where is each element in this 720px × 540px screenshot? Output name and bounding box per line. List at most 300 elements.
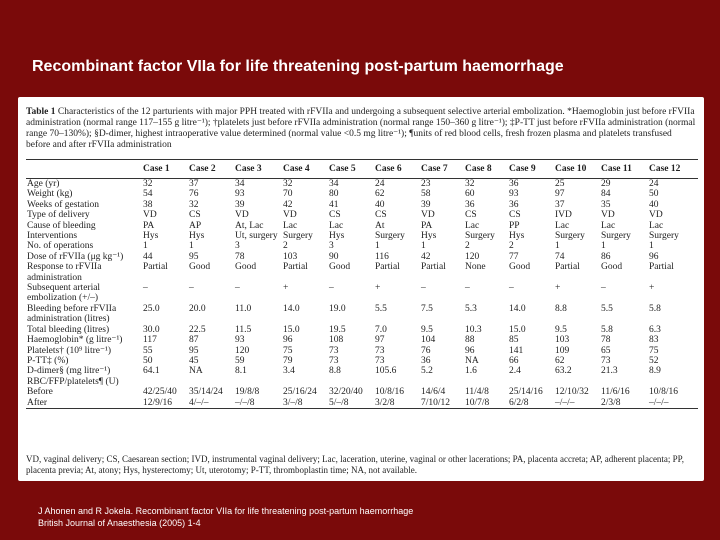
row-label: Dose of rFVIIa (μg kg⁻¹) xyxy=(27,251,124,262)
table-cell: Partial xyxy=(555,262,580,273)
table-cell: Good xyxy=(189,262,211,273)
table-cell: 64.1 xyxy=(143,366,160,377)
table-cell: 93 xyxy=(235,189,245,200)
table-cell: Good xyxy=(601,262,623,273)
table-cell: 25/14/16 xyxy=(509,387,543,398)
citation-authors: J Ahonen and R Jokela. Recombinant factor VIIa for life threatening post-partum haemorrhage xyxy=(38,506,414,516)
row-label: Type of delivery xyxy=(27,210,90,221)
table-image-panel xyxy=(18,97,704,481)
slide-title: Recombinant factor VIIa for life threatening post-partum haemorrhage xyxy=(32,58,564,75)
table-cell xyxy=(188,377,234,387)
table-row xyxy=(26,387,698,397)
row-label: After xyxy=(26,398,142,409)
table-cell: 50 xyxy=(143,355,153,366)
table-cell: 73 xyxy=(329,355,339,366)
table-cell: 76 xyxy=(189,189,199,200)
table-cell: 5.5 xyxy=(375,303,387,314)
table-cell: VD xyxy=(601,210,615,221)
table-cell: 11.0 xyxy=(235,303,252,314)
table-cell: 11.5 xyxy=(235,324,252,335)
table-cell: Good xyxy=(329,262,351,273)
table-cell: 93 xyxy=(235,335,245,346)
table-cell: CS xyxy=(509,210,521,221)
row-label: administration (litres) xyxy=(27,314,110,325)
table-cell: 39 xyxy=(421,199,431,210)
table-cell: 3/–/8 xyxy=(282,398,328,409)
table-cell: Lac xyxy=(601,220,616,231)
table-cell: Lac xyxy=(555,220,570,231)
table-cell: CS xyxy=(375,210,387,221)
table-cell: 8.8 xyxy=(555,303,567,314)
table-cell: Good xyxy=(235,262,257,273)
table-row xyxy=(26,189,698,199)
table-cell: 97 xyxy=(375,335,385,346)
table-cell: 62 xyxy=(555,355,565,366)
table-cell: 10.3 xyxy=(465,324,482,335)
table-cell: 5.2 xyxy=(421,366,433,377)
header-blank xyxy=(26,160,142,179)
table-cell: 95 xyxy=(189,345,199,356)
table-cell: 12/10/32 xyxy=(555,387,589,398)
table-cell: VD xyxy=(143,210,157,221)
table-cell xyxy=(328,314,374,324)
table-cell xyxy=(142,314,188,324)
table-cell xyxy=(600,273,648,283)
table-cell xyxy=(554,377,600,387)
table-cell: 32 xyxy=(283,179,293,189)
table-row xyxy=(26,273,698,283)
table-cell: 35 xyxy=(601,199,611,210)
table-cell: Good xyxy=(509,262,531,273)
table-cell: 34 xyxy=(329,179,339,189)
citation-journal: British Journal of Anaesthesia (2005) 1-4 xyxy=(38,518,201,528)
table-cell: 10/7/8 xyxy=(464,398,508,409)
table-cell xyxy=(234,314,282,324)
table-cell: 1 xyxy=(649,241,654,252)
row-label: Bleeding before rFVIIa xyxy=(27,303,117,314)
table-cell xyxy=(282,314,328,324)
table-header-row xyxy=(26,160,698,179)
table-cell: 84 xyxy=(601,189,611,200)
table-row xyxy=(26,325,698,335)
table-cell: PA xyxy=(143,220,155,231)
header-case-10: Case 10 xyxy=(554,160,600,179)
table-cell xyxy=(420,314,464,324)
header-case-8: Case 8 xyxy=(464,160,508,179)
table-cell: 25/16/24 xyxy=(283,387,317,398)
table-cell xyxy=(464,314,508,324)
table-cell: None xyxy=(465,262,486,273)
table-row xyxy=(26,304,698,314)
row-label: P-TT‡ (%) xyxy=(27,355,69,366)
table-cell: CS xyxy=(329,210,341,221)
table-cell: Surgery xyxy=(555,231,585,242)
table-cell: 5.5 xyxy=(601,303,613,314)
table-cell: – xyxy=(421,283,426,294)
table-cell: Partial xyxy=(421,262,446,273)
table-cell: 32/20/40 xyxy=(329,387,363,398)
table-row xyxy=(26,252,698,262)
table-cell: 32 xyxy=(189,199,199,210)
table-cell: 8.1 xyxy=(235,366,247,377)
table-cell: 65 xyxy=(601,345,611,356)
row-label: Cause of bleeding xyxy=(27,220,96,231)
table-cell: 50 xyxy=(649,189,659,200)
table-row xyxy=(26,241,698,251)
table-cell: 86 xyxy=(601,251,611,262)
table-cell: Lac xyxy=(283,220,298,231)
table-cell: – xyxy=(509,283,514,294)
table-cell: 63.2 xyxy=(555,366,572,377)
table-cell xyxy=(282,273,328,283)
table-cell: 85 xyxy=(509,335,519,346)
table-cell xyxy=(648,273,698,283)
table-cell xyxy=(464,273,508,283)
table-cell: VD xyxy=(421,210,435,221)
table-cell xyxy=(420,273,464,283)
table-cell: At, Lac xyxy=(235,220,264,231)
table-cell: Surgery xyxy=(601,231,631,242)
table-cell: 25 xyxy=(555,179,565,189)
table-cell: 4/–/– xyxy=(188,398,234,409)
table-cell: 108 xyxy=(329,335,344,346)
table-row xyxy=(26,398,698,409)
table-cell: NA xyxy=(189,366,203,377)
table-cell: 14/6/4 xyxy=(421,387,446,398)
table-cell: Hys xyxy=(143,231,159,242)
table-cell xyxy=(234,293,282,303)
table-cell: 104 xyxy=(421,335,436,346)
table-cell: 9.5 xyxy=(555,324,567,335)
table-cell: 1 xyxy=(555,241,560,252)
table-body xyxy=(26,179,698,409)
table-cell: + xyxy=(283,283,289,294)
table-cell xyxy=(142,377,188,387)
table-row xyxy=(26,262,698,272)
table-cell: 42 xyxy=(421,251,431,262)
row-label: embolization (+/–) xyxy=(27,293,99,304)
header-case-1: Case 1 xyxy=(142,160,188,179)
table-cell: 24 xyxy=(375,179,385,189)
table-cell xyxy=(554,314,600,324)
table-cell: 75 xyxy=(649,345,659,356)
table-cell: Surgery xyxy=(649,231,679,242)
table-row xyxy=(26,346,698,356)
table-cell: 44 xyxy=(143,251,153,262)
table-caption xyxy=(26,107,696,151)
table-cell: Hys xyxy=(189,231,205,242)
row-label: Platelets† (10⁹ litre⁻¹) xyxy=(27,345,111,356)
row-label: Weight (kg) xyxy=(27,189,73,200)
table-cell: 73 xyxy=(329,345,339,356)
table-cell: 62 xyxy=(375,189,385,200)
table-cell: 73 xyxy=(375,355,385,366)
table-cell: + xyxy=(555,283,561,294)
table-cell: 83 xyxy=(649,335,659,346)
table-cell: Ut, surgery xyxy=(235,231,278,242)
table-cell: 103 xyxy=(283,251,298,262)
table-cell xyxy=(374,293,420,303)
header-case-9: Case 9 xyxy=(508,160,554,179)
table-cell: 7.0 xyxy=(375,324,387,335)
table-cell: 9.5 xyxy=(421,324,433,335)
table-cell: 11/4/8 xyxy=(465,387,489,398)
table-cell xyxy=(282,293,328,303)
table-cell: IVD xyxy=(555,210,572,221)
table-cell: 120 xyxy=(235,345,250,356)
table-cell xyxy=(374,377,420,387)
table-row xyxy=(26,221,698,231)
table-cell: 66 xyxy=(509,355,519,366)
table-cell xyxy=(554,293,600,303)
table-cell: 78 xyxy=(601,335,611,346)
table-caption-label: Table 1 xyxy=(26,107,56,117)
row-label: Weeks of gestation xyxy=(27,199,100,210)
table-cell xyxy=(328,377,374,387)
table-cell: 35/14/24 xyxy=(189,387,223,398)
table-row xyxy=(26,231,698,241)
table-cell: 58 xyxy=(421,189,431,200)
table-cell xyxy=(188,273,234,283)
table-cell: 21.3 xyxy=(601,366,618,377)
table-cell xyxy=(374,314,420,324)
table-cell xyxy=(600,293,648,303)
table-cell: – xyxy=(235,283,240,294)
table-cell: 5/–/8 xyxy=(328,398,374,409)
characteristics-table xyxy=(26,159,698,409)
table-cell: Lac xyxy=(465,220,480,231)
table-cell: Surgery xyxy=(375,231,405,242)
table-cell: 11/6/16 xyxy=(601,387,630,398)
header-case-4: Case 4 xyxy=(282,160,328,179)
row-label: Subsequent arterial xyxy=(27,283,101,294)
table-caption-text: Characteristics of the 12 parturients with major PPH treated with rFVIIa and undergoing a subsequent selective arterial embolization. *Haemoglobin just before rFVIIa administration (normal range 117–155 g litre⁻¹); †platelets just before rFVIIa administration (normal range 150–360 g litre⁻¹); ‡P-TT just before rFVIIa administration (normal range 70–130%); §D-dimer, highest intraoperative value determined (normal value <0.5 mg litre⁻¹); ¶units of red blood cells, fresh frozen plasma and platelets transfused before and after rFVIIa administration xyxy=(26,107,696,150)
row-label: administration xyxy=(27,272,82,283)
table-cell: 73 xyxy=(375,345,385,356)
table-cell: 2/3/8 xyxy=(600,398,648,409)
table-cell: CS xyxy=(189,210,201,221)
row-label: D-dimer§ (mg litre⁻¹) xyxy=(27,366,111,377)
table-cell: 42/25/40 xyxy=(143,387,177,398)
table-cell: 93 xyxy=(509,189,519,200)
table-cell: VD xyxy=(235,210,249,221)
table-cell: 96 xyxy=(649,251,659,262)
table-cell: 36 xyxy=(421,355,431,366)
table-cell xyxy=(234,273,282,283)
table-cell: Partial xyxy=(375,262,400,273)
table-cell: –/–/– xyxy=(648,398,698,409)
table-cell: 1 xyxy=(375,241,380,252)
table-cell: – xyxy=(601,283,606,294)
header-case-12: Case 12 xyxy=(648,160,698,179)
table-cell xyxy=(420,377,464,387)
table-row xyxy=(26,335,698,345)
table-cell: 6/2/8 xyxy=(508,398,554,409)
header-case-7: Case 7 xyxy=(420,160,464,179)
table-cell: 73 xyxy=(601,355,611,366)
table-cell: 8.9 xyxy=(649,366,661,377)
table-cell: 36 xyxy=(509,179,519,189)
row-label: Response to rFVIIa xyxy=(27,262,102,273)
table-cell: 1 xyxy=(143,241,148,252)
table-cell: Lac xyxy=(649,220,664,231)
table-cell xyxy=(328,293,374,303)
table-row xyxy=(26,179,698,190)
table-cell: Lac xyxy=(329,220,344,231)
table-cell xyxy=(600,314,648,324)
table-cell xyxy=(282,377,328,387)
table-cell: 1 xyxy=(601,241,606,252)
table-cell: 117 xyxy=(143,335,157,346)
table-cell: 80 xyxy=(329,189,339,200)
table-cell: Hys xyxy=(329,231,345,242)
table-cell: 29 xyxy=(601,179,611,189)
table-cell: 38 xyxy=(143,199,153,210)
table-cell xyxy=(328,273,374,283)
table-cell: PP xyxy=(509,220,520,231)
table-cell: CS xyxy=(465,210,477,221)
table-cell: 87 xyxy=(189,335,199,346)
table-cell: 79 xyxy=(283,355,293,366)
table-cell: 7/10/12 xyxy=(420,398,464,409)
table-cell: + xyxy=(649,283,655,294)
table-cell: 1.6 xyxy=(465,366,477,377)
table-cell: 76 xyxy=(421,345,431,356)
table-cell: – xyxy=(465,283,470,294)
table-cell: NA xyxy=(465,355,479,366)
table-cell: 37 xyxy=(189,179,199,189)
table-cell: 141 xyxy=(509,345,524,356)
table-cell: 19/8/8 xyxy=(235,387,260,398)
table-cell xyxy=(420,293,464,303)
table-cell: 8.8 xyxy=(329,366,341,377)
table-cell: 12/9/16 xyxy=(142,398,188,409)
table-cell xyxy=(508,293,554,303)
table-cell: 24 xyxy=(649,179,659,189)
table-cell: 10/8/16 xyxy=(649,387,679,398)
table-cell: Surgery xyxy=(283,231,313,242)
citation xyxy=(38,505,413,529)
table-cell: 22.5 xyxy=(189,324,206,335)
table-row xyxy=(26,314,698,324)
table-cell: –/–/– xyxy=(554,398,600,409)
header-case-11: Case 11 xyxy=(600,160,648,179)
table-cell: 96 xyxy=(465,345,475,356)
table-cell: 19.0 xyxy=(329,303,346,314)
table-cell: 54 xyxy=(143,189,153,200)
table-cell: 70 xyxy=(283,189,293,200)
table-cell: 109 xyxy=(555,345,570,356)
table-cell: 78 xyxy=(235,251,245,262)
table-cell: 37 xyxy=(555,199,565,210)
table-cell: 34 xyxy=(235,179,245,189)
header-case-6: Case 6 xyxy=(374,160,420,179)
table-cell: 5.3 xyxy=(465,303,477,314)
table-cell: 45 xyxy=(189,355,199,366)
row-label: Total bleeding (litres) xyxy=(27,324,110,335)
table-cell: + xyxy=(375,283,381,294)
table-row xyxy=(26,210,698,220)
table-cell: 5.8 xyxy=(601,324,613,335)
table-cell: 2 xyxy=(465,241,470,252)
table-cell: 3/2/8 xyxy=(374,398,420,409)
table-cell xyxy=(188,293,234,303)
table-cell xyxy=(142,273,188,283)
table-cell: AP xyxy=(189,220,202,231)
row-label: No. of operations xyxy=(27,241,94,252)
table-cell: 88 xyxy=(465,335,475,346)
table-cell: 103 xyxy=(555,335,570,346)
table-cell: 32 xyxy=(465,179,475,189)
table-cell xyxy=(648,377,698,387)
table-cell: 3 xyxy=(235,241,240,252)
header-case-5: Case 5 xyxy=(328,160,374,179)
table-cell xyxy=(648,314,698,324)
table-cell xyxy=(188,314,234,324)
table-cell: 120 xyxy=(465,251,480,262)
table-cell: 60 xyxy=(465,189,475,200)
table-cell: 15.0 xyxy=(509,324,526,335)
table-cell xyxy=(508,273,554,283)
table-cell: 41 xyxy=(329,199,339,210)
table-cell xyxy=(508,377,554,387)
table-cell xyxy=(648,293,698,303)
table-cell: 42 xyxy=(283,199,293,210)
table-cell xyxy=(464,293,508,303)
table-row xyxy=(26,200,698,210)
table-cell xyxy=(600,377,648,387)
table-cell: 40 xyxy=(375,199,385,210)
table-cell: 55 xyxy=(143,345,153,356)
row-label: RBC/FFP/platelets¶ (U) xyxy=(27,376,119,387)
table-row xyxy=(26,377,698,387)
table-cell: VD xyxy=(649,210,663,221)
table-cell xyxy=(508,314,554,324)
row-label: Before xyxy=(27,387,53,398)
header-case-2: Case 2 xyxy=(188,160,234,179)
table-cell: 20.0 xyxy=(189,303,206,314)
table-cell: 25.0 xyxy=(143,303,160,314)
table-cell: 40 xyxy=(649,199,659,210)
table-row xyxy=(26,293,698,303)
table-cell: Partial xyxy=(649,262,674,273)
table-row xyxy=(26,356,698,366)
table-cell: 75 xyxy=(283,345,293,356)
table-cell: 90 xyxy=(329,251,339,262)
table-cell: 15.0 xyxy=(283,324,300,335)
row-label: Haemoglobin* (g litre⁻¹) xyxy=(27,335,123,346)
table-cell: 105.6 xyxy=(375,366,397,377)
table-cell: 14.0 xyxy=(283,303,300,314)
table-cell xyxy=(234,377,282,387)
header-case-3: Case 3 xyxy=(234,160,282,179)
table-cell: 30.0 xyxy=(143,324,160,335)
table-cell: Partial xyxy=(283,262,308,273)
table-cell: 77 xyxy=(509,251,519,262)
table-row xyxy=(26,283,698,293)
table-cell: 19.5 xyxy=(329,324,346,335)
table-cell: 116 xyxy=(375,251,389,262)
table-row xyxy=(26,366,698,376)
table-cell xyxy=(464,377,508,387)
table-cell: 7.5 xyxy=(421,303,433,314)
table-cell: 96 xyxy=(283,335,293,346)
table-cell: 97 xyxy=(555,189,565,200)
table-cell: – xyxy=(329,283,334,294)
table-cell: 3.4 xyxy=(283,366,295,377)
table-cell: 36 xyxy=(509,199,519,210)
table-cell: Partial xyxy=(143,262,168,273)
